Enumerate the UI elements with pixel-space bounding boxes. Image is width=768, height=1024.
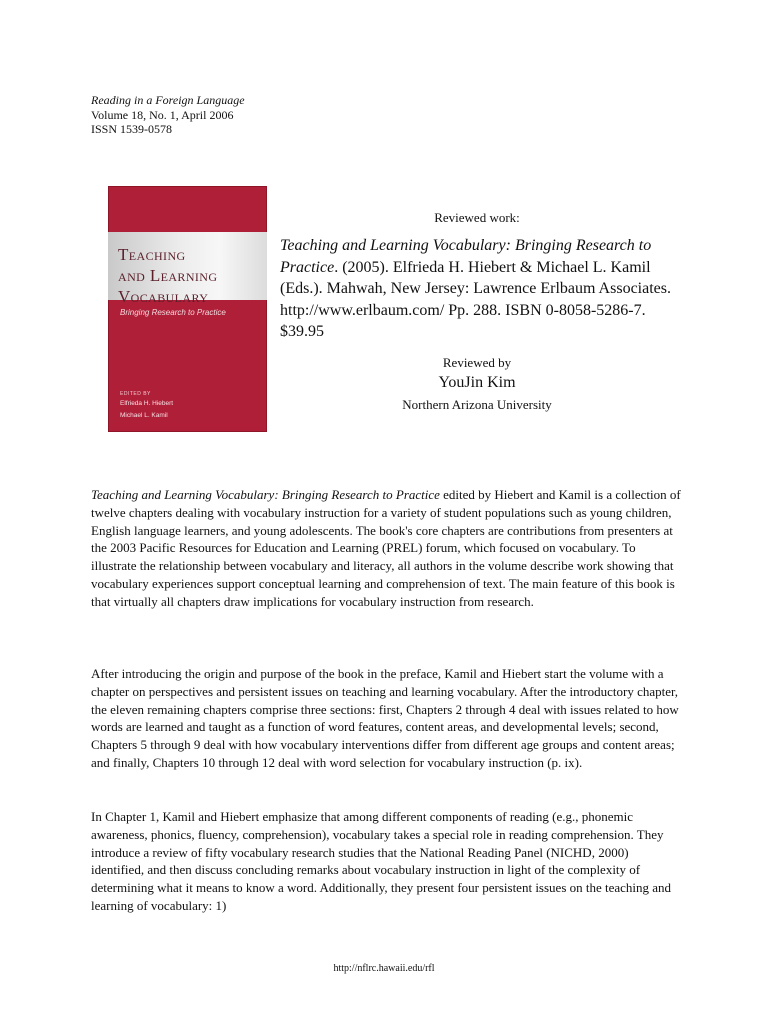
cover-subtitle: Bringing Research to Practice — [120, 308, 226, 317]
journal-volume: Volume 18, No. 1, April 2006 — [91, 107, 234, 122]
journal-title: Reading in a Foreign Language — [91, 93, 245, 107]
reviewer-affiliation: Northern Arizona University — [402, 397, 552, 412]
reviewed-by-label: Reviewed by — [442, 355, 512, 370]
journal-header — [91, 93, 245, 137]
cover-editor: Michael L. Kamil — [120, 412, 168, 419]
footer-url[interactable]: http://nflrc.hawaii.edu/rfl — [333, 963, 435, 974]
book-title: Teaching and Learning Vocabulary: Bringing Research to Practice — [280, 237, 652, 276]
citation-details: . (2005). Elfrieda H. Hiebert & Michael L. Kamil (Eds.). Mahwah, New Jersey: Lawrence Erlbaum Associates. http://www.erlbaum.com/ Pp. 288. ISBN 0-8058-5286-7. $39.95 — [280, 258, 671, 340]
cover-edited-label: EDITED BY — [120, 391, 151, 397]
cover-title-line: Vocabulary — [118, 287, 209, 306]
paragraph-book-title: Teaching and Learning Vocabulary: Bringing Research to Practice — [91, 487, 440, 502]
cover-editor: Elfrieda H. Hiebert — [120, 400, 174, 407]
paragraph-text: edited by Hiebert and Kamil is a collection of twelve chapters dealing with vocabulary instruction for a variety of student populations such as young children, English language learners, and young adolescents. The book's core chapters are contributions from presenters at the 2003 Pacific Resources for Education and Learning (PREL) forum, which focused on vocabulary. To illustrate the relationship between vocabulary and literacy, all authors in the volume describe work showing that vocabulary experiences support conceptual learning and comprehension of text. The main feature of this book is that virtually all chapters draw implications for vocabulary instruction from research. — [91, 487, 681, 609]
book-cover-image — [108, 186, 267, 432]
reviewer-name: YouJin Kim — [438, 374, 516, 391]
cover-title-line: Teaching — [118, 245, 186, 264]
body-paragraph: In Chapter 1, Kamil and Hiebert emphasize that among different components of reading (e.g., phonemic awareness, phonics, fluency, comprehension), vocabulary takes a special role in reading comprehension. They introduce a review of fifty vocabulary research studies that the National Reading Panel (NICHD, 2000) identified, and then discuss concluding remarks about vocabulary instruction in light of the complexity of determining what it means to know a word. Additionally, they present four persistent issues on the teaching and learning of vocabulary: 1) — [91, 809, 672, 913]
body-paragraph — [91, 486, 681, 611]
body-paragraph: After introducing the origin and purpose of the book in the preface, Kamil and Hiebert start the volume with a chapter on perspectives and persistent issues on teaching and learning vocabulary. After the introductory chapter, the eleven remaining chapters comprise three sections: first, Chapters 2 through 4 deal with issues related to how words are learned and taught as a function of word features, content areas, and developmental levels; second, Chapters 5 through 9 deal with how vocabulary interventions differ from different age groups and content areas; and finally, Chapters 10 through 12 deal with word selection for vocabulary instruction (p. ix). — [91, 666, 679, 770]
book-citation — [280, 235, 680, 343]
cover-title-line: and Learning — [118, 266, 218, 285]
journal-issn: ISSN 1539-0578 — [91, 122, 173, 136]
reviewed-work-label: Reviewed work: — [434, 210, 520, 225]
cover-title — [118, 244, 217, 307]
